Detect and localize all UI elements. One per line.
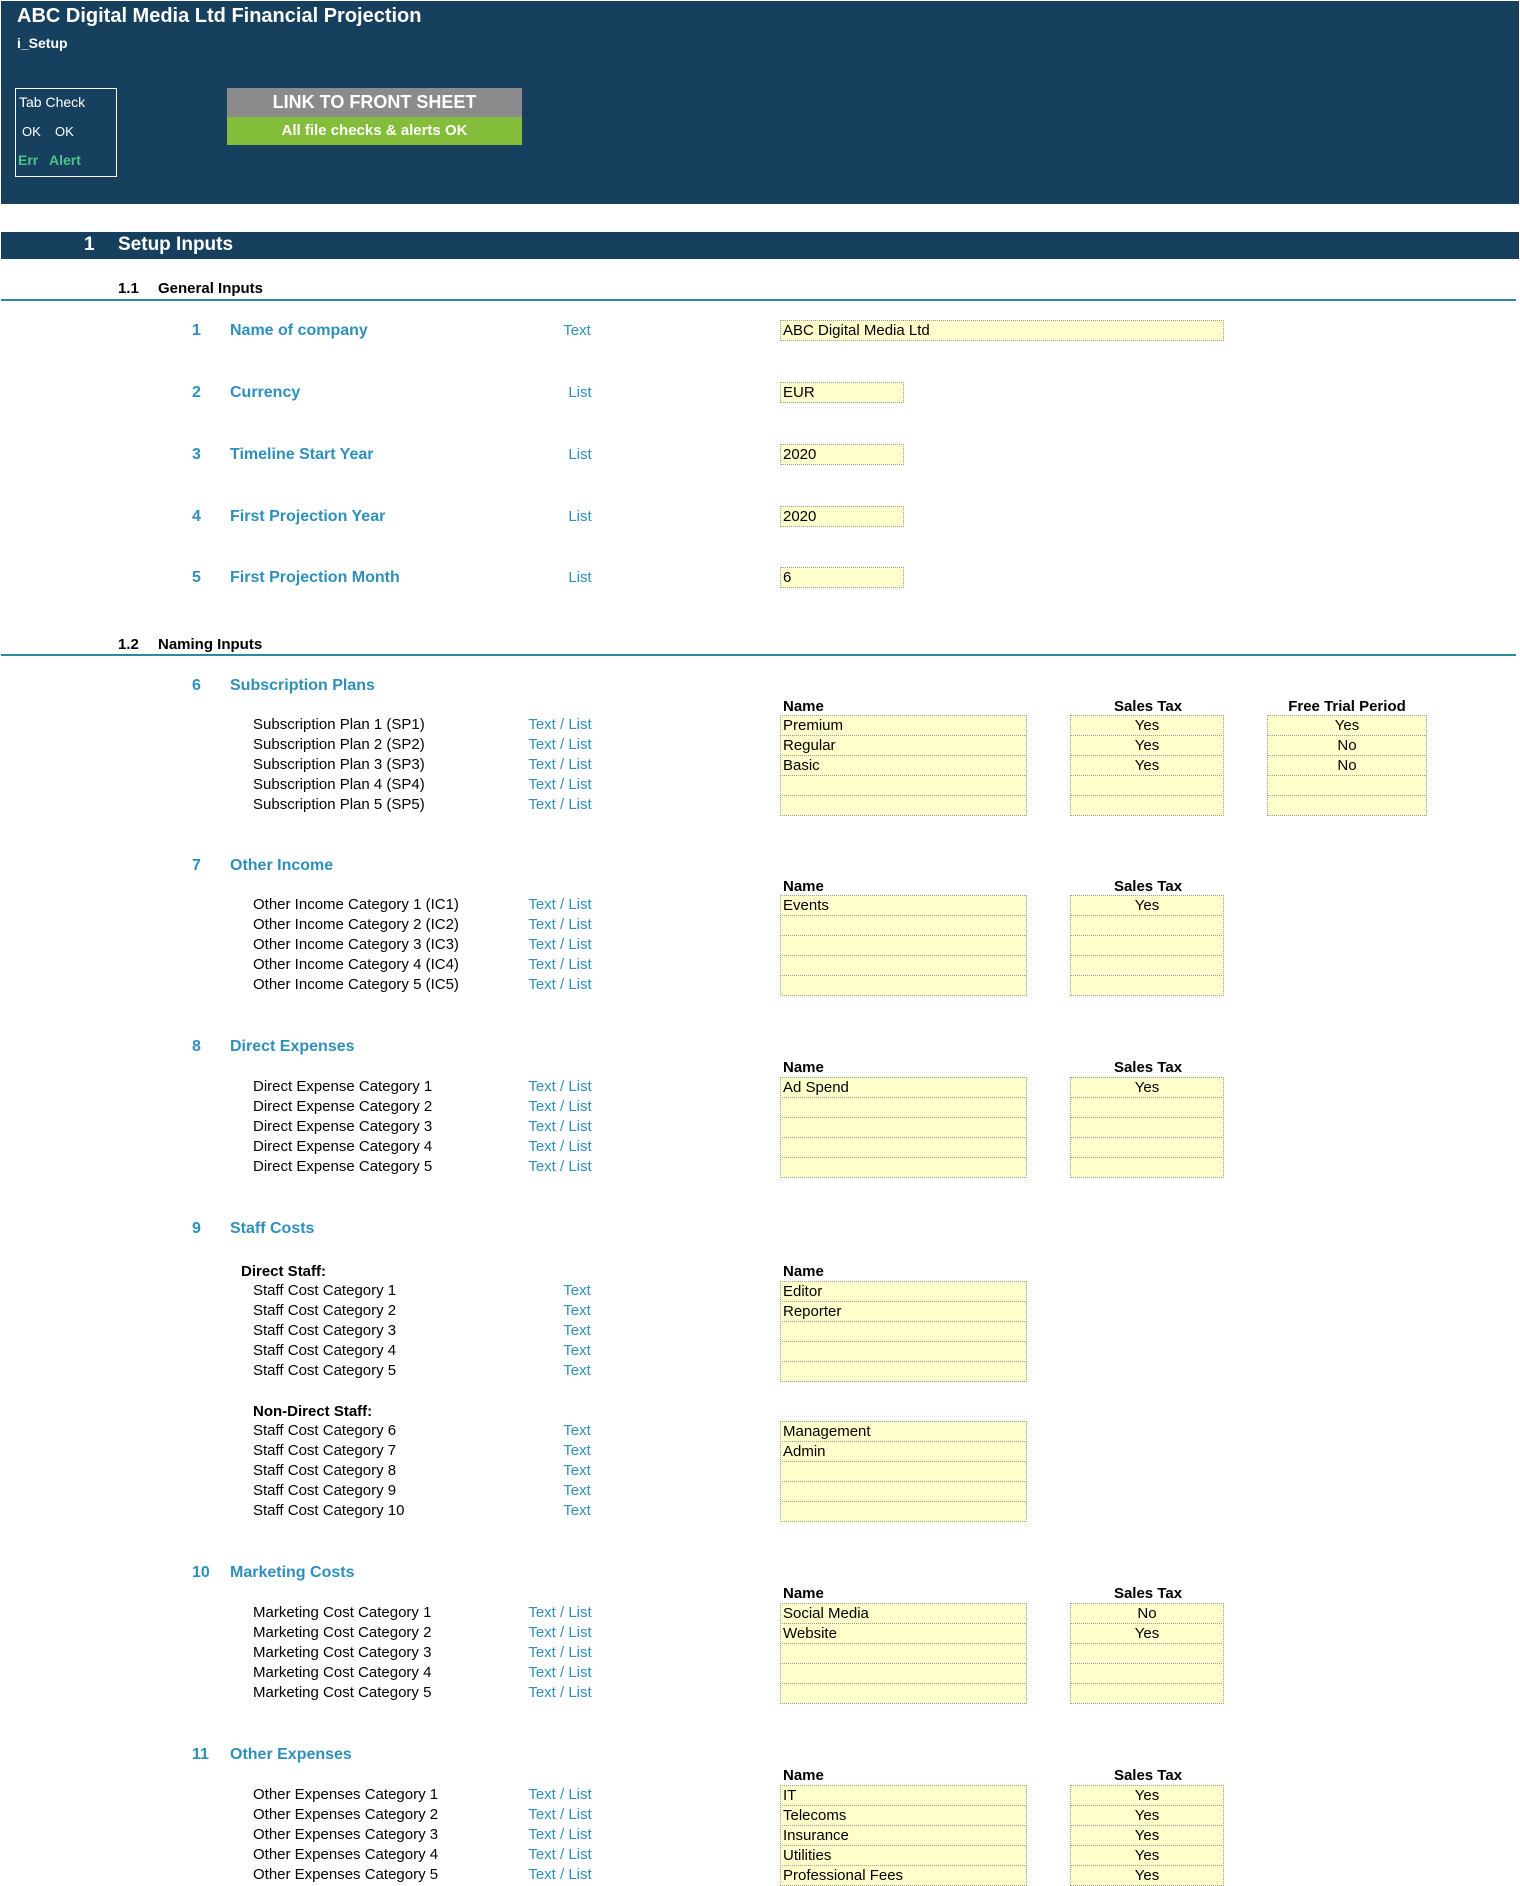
input-type: Text / List [528, 1866, 592, 1883]
marketing-cost-name-input[interactable]: Social Media [780, 1603, 1027, 1624]
general-inputs-number: 1.1 [118, 280, 139, 297]
sheet-name: i_Setup [17, 35, 68, 51]
staff-cost-label: Staff Cost Category 6 [253, 1422, 397, 1439]
staff-cost-name-input[interactable]: Management [780, 1421, 1027, 1442]
staff-cost-label: Staff Cost Category 7 [253, 1442, 397, 1459]
tab-check-box [15, 88, 117, 177]
staff-cost-label: Staff Cost Category 2 [253, 1302, 397, 1319]
direct-expenses-title: Direct Expenses [230, 1038, 355, 1055]
direct-expense-label: Direct Expense Category 2 [253, 1098, 433, 1115]
tab-check-label: Tab Check [19, 94, 86, 110]
marketing-costs-title: Marketing Costs [230, 1564, 355, 1581]
timeline-start-year-select[interactable]: 2020 [780, 444, 904, 465]
subscription-plans-title: Subscription Plans [230, 677, 375, 694]
input-type: List [568, 446, 592, 463]
first-projection-month-label: First Projection Month [230, 569, 400, 586]
input-type: Text / List [528, 776, 592, 793]
input-type: Text / List [528, 1098, 592, 1115]
input-type: Text [563, 1282, 591, 1299]
direct-expense-label: Direct Expense Category 1 [253, 1078, 433, 1095]
staff-cost-name-input[interactable] [780, 1361, 1027, 1382]
staff-cost-name-input[interactable] [780, 1321, 1027, 1342]
staff-cost-name-input[interactable]: Editor [780, 1281, 1027, 1302]
other-expense-label: Other Expenses Category 1 [253, 1786, 439, 1803]
staff-cost-label: Staff Cost Category 10 [253, 1502, 405, 1519]
naming-inputs-number: 1.2 [118, 636, 139, 653]
item-number: 1 [192, 322, 201, 339]
sales-tax-column-header: Sales Tax [1113, 1059, 1183, 1076]
marketing-cost-name-input[interactable] [780, 1643, 1027, 1664]
input-type: Text [563, 322, 591, 339]
link-to-front-sheet-button[interactable]: LINK TO FRONT SHEET [227, 88, 522, 117]
subscription-plan-label: Subscription Plan 2 (SP2) [253, 736, 425, 753]
item-number: 8 [192, 1038, 201, 1055]
direct-expense-tax-select[interactable]: Yes [1070, 1077, 1224, 1098]
input-type: Text [563, 1462, 591, 1479]
input-type: Text / List [528, 1806, 592, 1823]
other-income-name-input[interactable] [780, 915, 1027, 936]
marketing-cost-tax-select[interactable]: No [1070, 1603, 1224, 1624]
item-number: 4 [192, 508, 201, 525]
input-type: List [568, 384, 592, 401]
input-type: Text / List [528, 1624, 592, 1641]
subscription-plan-label: Subscription Plan 3 (SP3) [253, 756, 425, 773]
input-type: Text / List [528, 1138, 592, 1155]
name-column-header: Name [783, 1059, 824, 1076]
tab-check-ok-2: OK [55, 124, 74, 139]
subscription-plan-name-input[interactable]: Basic [780, 755, 1027, 776]
timeline-start-year-label: Timeline Start Year [230, 446, 374, 463]
other-expense-tax-select[interactable]: Yes [1070, 1865, 1224, 1886]
non-direct-staff-heading: Non-Direct Staff: [253, 1403, 373, 1420]
other-income-tax-select[interactable] [1070, 935, 1224, 956]
currency-select[interactable]: EUR [780, 382, 904, 403]
sales-tax-column-header: Sales Tax [1113, 1585, 1183, 1602]
other-income-name-input[interactable] [780, 955, 1027, 976]
marketing-cost-tax-select[interactable] [1070, 1663, 1224, 1684]
company-name-label: Name of company [230, 322, 368, 339]
item-number: 9 [192, 1220, 201, 1237]
input-type: Text / List [528, 1664, 592, 1681]
staff-cost-label: Staff Cost Category 8 [253, 1462, 397, 1479]
direct-expense-tax-select[interactable] [1070, 1157, 1224, 1178]
other-expense-name-input[interactable]: Professional Fees [780, 1865, 1027, 1886]
other-expense-label: Other Expenses Category 2 [253, 1806, 439, 1823]
section-header [1, 232, 1519, 259]
input-type: Text / List [528, 796, 592, 813]
other-expense-tax-select[interactable]: Yes [1070, 1785, 1224, 1806]
input-type: Text [563, 1302, 591, 1319]
subscription-plan-name-input[interactable]: Regular [780, 735, 1027, 756]
other-income-label: Other Income Category 1 (IC1) [253, 896, 459, 913]
page-title: ABC Digital Media Ltd Financial Projection [17, 5, 422, 27]
other-expense-name-input[interactable]: Utilities [780, 1845, 1027, 1866]
other-income-title: Other Income [230, 857, 334, 874]
staff-cost-name-input[interactable] [780, 1501, 1027, 1522]
staff-cost-name-input[interactable]: Admin [780, 1441, 1027, 1462]
naming-inputs-title: Naming Inputs [158, 636, 263, 653]
other-income-tax-select[interactable] [1070, 955, 1224, 976]
other-expense-name-input[interactable]: IT [780, 1785, 1027, 1806]
input-type: Text [563, 1422, 591, 1439]
other-expense-name-input[interactable]: Insurance [780, 1825, 1027, 1846]
marketing-cost-label: Marketing Cost Category 3 [253, 1644, 432, 1661]
other-income-name-input[interactable] [780, 975, 1027, 996]
input-type: Text / List [528, 1644, 592, 1661]
marketing-cost-name-input[interactable] [780, 1663, 1027, 1684]
item-number: 2 [192, 384, 201, 401]
marketing-cost-label: Marketing Cost Category 4 [253, 1664, 432, 1681]
sales-tax-column-header: Sales Tax [1113, 698, 1183, 715]
first-projection-year-select[interactable]: 2020 [780, 506, 904, 527]
staff-cost-label: Staff Cost Category 3 [253, 1322, 397, 1339]
name-column-header: Name [783, 1767, 824, 1784]
subscription-plan-name-input[interactable] [780, 795, 1027, 816]
first-projection-year-label: First Projection Year [230, 508, 386, 525]
subscription-plan-label: Subscription Plan 1 (SP1) [253, 716, 425, 733]
other-expense-tax-select[interactable]: Yes [1070, 1805, 1224, 1826]
direct-expense-name-input[interactable] [780, 1137, 1027, 1158]
free-trial-column-header: Free Trial Period [1288, 698, 1406, 715]
input-type: Text / List [528, 1118, 592, 1135]
other-income-label: Other Income Category 4 (IC4) [253, 956, 459, 973]
subscription-plan-trial-select[interactable] [1267, 775, 1427, 796]
marketing-cost-label: Marketing Cost Category 2 [253, 1624, 432, 1641]
name-column-header: Name [783, 878, 824, 895]
input-type: Text [563, 1502, 591, 1519]
name-column-header: Name [783, 1585, 824, 1602]
other-expense-tax-select[interactable]: Yes [1070, 1825, 1224, 1846]
staff-cost-name-input[interactable] [780, 1461, 1027, 1482]
direct-expense-label: Direct Expense Category 4 [253, 1138, 433, 1155]
staff-costs-title: Staff Costs [230, 1220, 315, 1237]
input-type: List [568, 508, 592, 525]
staff-cost-label: Staff Cost Category 5 [253, 1362, 397, 1379]
input-type: Text / List [528, 1826, 592, 1843]
company-name-input[interactable]: ABC Digital Media Ltd [780, 320, 1224, 341]
currency-label: Currency [230, 384, 301, 401]
input-type: Text / List [528, 1078, 592, 1095]
other-income-label: Other Income Category 2 (IC2) [253, 916, 459, 933]
input-type: Text [563, 1322, 591, 1339]
marketing-cost-tax-select[interactable] [1070, 1683, 1224, 1704]
name-column-header: Name [783, 698, 824, 715]
other-expenses-title: Other Expenses [230, 1746, 352, 1763]
item-number: 3 [192, 446, 201, 463]
subscription-plan-label: Subscription Plan 5 (SP5) [253, 796, 425, 813]
other-expense-label: Other Expenses Category 3 [253, 1826, 439, 1843]
direct-expense-label: Direct Expense Category 3 [253, 1118, 433, 1135]
general-inputs-title: General Inputs [158, 280, 264, 297]
input-type: Text / List [528, 1684, 592, 1701]
sales-tax-column-header: Sales Tax [1113, 1767, 1183, 1784]
staff-cost-label: Staff Cost Category 9 [253, 1482, 397, 1499]
tab-check-alert: Alert [49, 152, 81, 168]
direct-expense-name-input[interactable] [780, 1097, 1027, 1118]
tab-check-err: Err [18, 152, 39, 168]
section-number: 1 [84, 234, 95, 255]
input-type: Text / List [528, 896, 592, 913]
name-column-header: Name [783, 1263, 824, 1280]
other-expense-name-input[interactable]: Telecoms [780, 1805, 1027, 1826]
input-type: Text / List [528, 976, 592, 993]
direct-expense-label: Direct Expense Category 5 [253, 1158, 433, 1175]
other-income-tax-select[interactable] [1070, 915, 1224, 936]
other-income-name-input[interactable]: Events [780, 895, 1027, 916]
marketing-cost-tax-select[interactable]: Yes [1070, 1623, 1224, 1644]
other-income-label: Other Income Category 5 (IC5) [253, 976, 459, 993]
marketing-cost-label: Marketing Cost Category 1 [253, 1604, 432, 1621]
other-expense-tax-select[interactable]: Yes [1070, 1845, 1224, 1866]
item-number: 7 [192, 857, 201, 874]
direct-expense-name-input[interactable]: Ad Spend [780, 1077, 1027, 1098]
first-projection-month-select[interactable]: 6 [780, 567, 904, 588]
other-income-tax-select[interactable] [1070, 975, 1224, 996]
subscription-plan-tax-select[interactable]: Yes [1070, 755, 1224, 776]
other-income-name-input[interactable] [780, 935, 1027, 956]
sales-tax-column-header: Sales Tax [1113, 878, 1183, 895]
staff-cost-name-input[interactable]: Reporter [780, 1301, 1027, 1322]
naming-inputs-rule [1, 654, 1516, 656]
marketing-cost-label: Marketing Cost Category 5 [253, 1684, 432, 1701]
input-type: Text / List [528, 1604, 592, 1621]
staff-cost-name-input[interactable] [780, 1341, 1027, 1362]
section-title: Setup Inputs [118, 234, 234, 255]
staff-cost-label: Staff Cost Category 1 [253, 1282, 397, 1299]
input-type: List [568, 569, 592, 586]
input-type: Text [563, 1482, 591, 1499]
input-type: Text / List [528, 1158, 592, 1175]
staff-cost-name-input[interactable] [780, 1481, 1027, 1502]
item-number: 10 [192, 1564, 210, 1581]
input-type: Text / List [528, 916, 592, 933]
input-type: Text / List [528, 936, 592, 953]
item-number: 6 [192, 677, 201, 694]
subscription-plan-tax-select[interactable]: Yes [1070, 735, 1224, 756]
header-band [1, 1, 1519, 204]
subscription-plan-label: Subscription Plan 4 (SP4) [253, 776, 425, 793]
tab-check-ok-1: OK [22, 124, 41, 139]
input-type: Text / List [528, 736, 592, 753]
subscription-plan-trial-select[interactable]: Yes [1267, 715, 1427, 736]
item-number: 11 [192, 1746, 209, 1763]
input-type: Text / List [528, 1846, 592, 1863]
input-type: Text / List [528, 756, 592, 773]
item-number: 5 [192, 569, 201, 586]
other-income-tax-select[interactable]: Yes [1070, 895, 1224, 916]
other-income-label: Other Income Category 3 (IC3) [253, 936, 459, 953]
direct-expense-name-input[interactable] [780, 1117, 1027, 1138]
marketing-cost-name-input[interactable]: Website [780, 1623, 1027, 1644]
marketing-cost-tax-select[interactable] [1070, 1643, 1224, 1664]
subscription-plan-tax-select[interactable] [1070, 775, 1224, 796]
direct-staff-heading: Direct Staff: [241, 1263, 327, 1280]
other-expense-label: Other Expenses Category 4 [253, 1846, 439, 1863]
subscription-plan-trial-select[interactable]: No [1267, 735, 1427, 756]
staff-cost-label: Staff Cost Category 4 [253, 1342, 397, 1359]
input-type: Text / List [528, 1786, 592, 1803]
direct-expense-tax-select[interactable] [1070, 1137, 1224, 1158]
general-inputs-rule [1, 299, 1516, 301]
subscription-plan-name-input[interactable] [780, 775, 1027, 796]
direct-expense-name-input[interactable] [780, 1157, 1027, 1178]
direct-expense-tax-select[interactable] [1070, 1097, 1224, 1118]
input-type: Text / List [528, 716, 592, 733]
other-expense-label: Other Expenses Category 5 [253, 1866, 439, 1883]
subscription-plan-name-input[interactable]: Premium [780, 715, 1027, 736]
subscription-plan-trial-select[interactable] [1267, 795, 1427, 816]
input-type: Text [563, 1362, 591, 1379]
subscription-plan-tax-select[interactable] [1070, 795, 1224, 816]
subscription-plan-trial-select[interactable]: No [1267, 755, 1427, 776]
file-checks-status: All file checks & alerts OK [227, 117, 522, 145]
input-type: Text [563, 1442, 591, 1459]
direct-expense-tax-select[interactable] [1070, 1117, 1224, 1138]
input-type: Text [563, 1342, 591, 1359]
input-type: Text / List [528, 956, 592, 973]
marketing-cost-name-input[interactable] [780, 1683, 1027, 1704]
subscription-plan-tax-select[interactable]: Yes [1070, 715, 1224, 736]
